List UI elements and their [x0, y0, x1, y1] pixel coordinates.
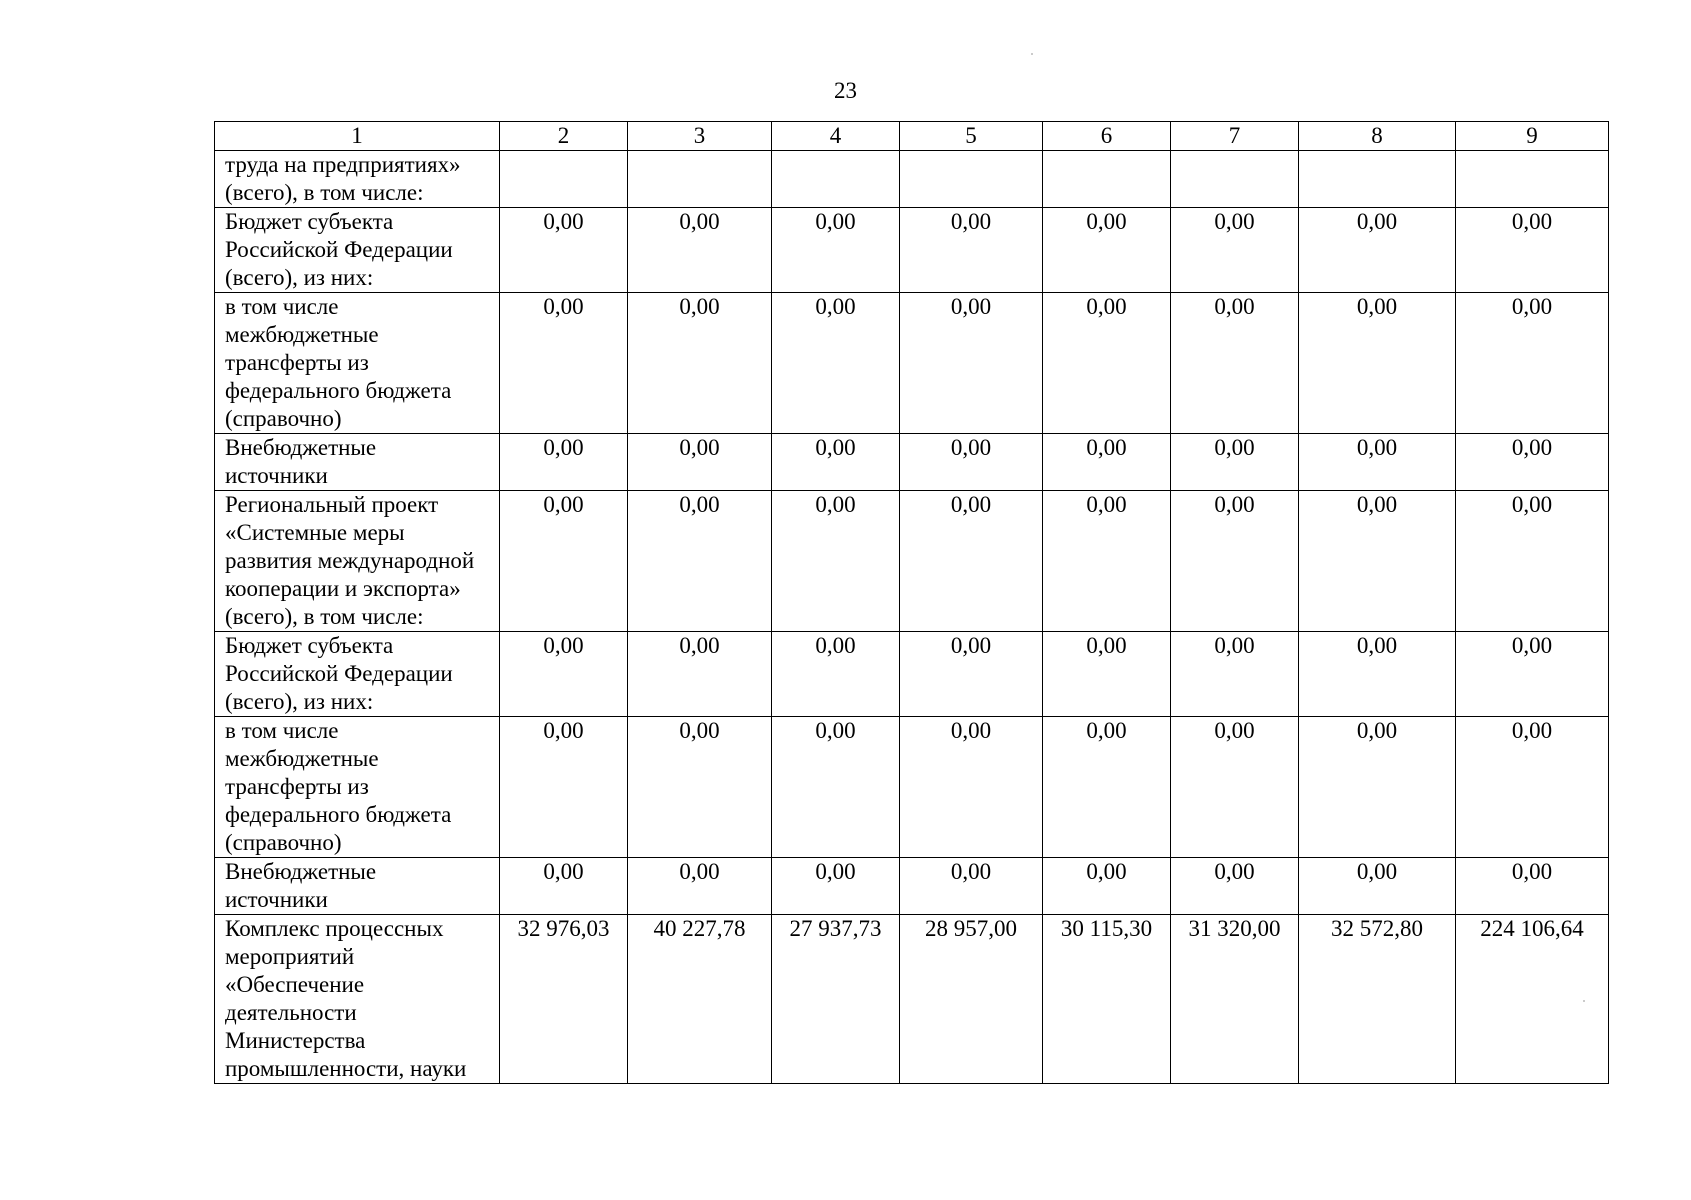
- row-label-line: труда на предприятиях»: [225, 152, 461, 177]
- row-label-line: Российской Федерации: [225, 661, 453, 686]
- row-label-line: Бюджет субъекта: [225, 633, 394, 658]
- value-cell: 28 957,00: [900, 915, 1043, 1084]
- column-header: 3: [628, 122, 772, 151]
- row-label-line: межбюджетные: [225, 322, 379, 347]
- value-cell: 0,00: [1299, 491, 1456, 632]
- column-header: 7: [1171, 122, 1299, 151]
- value-cell: 0,00: [1171, 293, 1299, 434]
- value-cell: 0,00: [1456, 491, 1609, 632]
- row-label-line: (справочно): [225, 406, 342, 431]
- row-label-line: Российской Федерации: [225, 237, 453, 262]
- column-number-row: [215, 122, 1609, 151]
- row-label-line: трансферты из: [225, 774, 369, 799]
- row-label: [215, 491, 500, 632]
- table-row: [215, 491, 1609, 632]
- row-label-line: в том числе: [225, 718, 339, 743]
- value-cell: 0,00: [772, 491, 900, 632]
- column-header: 1: [215, 122, 500, 151]
- table-row: [215, 293, 1609, 434]
- value-cell: 0,00: [1299, 208, 1456, 293]
- table-row: [215, 208, 1609, 293]
- value-cell: 0,00: [900, 208, 1043, 293]
- row-label-line: Региональный проект: [225, 492, 439, 517]
- column-header: 4: [772, 122, 900, 151]
- value-cell: 0,00: [1043, 434, 1171, 491]
- value-cell: 0,00: [500, 491, 628, 632]
- value-cell: 0,00: [900, 858, 1043, 915]
- value-cell: 0,00: [1171, 208, 1299, 293]
- row-label-line: «Обеспечение: [225, 972, 365, 997]
- value-cell: [1171, 151, 1299, 208]
- value-cell: 0,00: [1299, 632, 1456, 717]
- row-label-line: (всего), из них:: [225, 689, 374, 714]
- column-header: 9: [1456, 122, 1609, 151]
- row-label-line: «Системные меры: [225, 520, 405, 545]
- value-cell: [1299, 151, 1456, 208]
- row-label-line: промышленности, науки: [225, 1056, 467, 1081]
- value-cell: 0,00: [500, 717, 628, 858]
- value-cell: 0,00: [628, 293, 772, 434]
- table-row: [215, 717, 1609, 858]
- value-cell: 0,00: [1171, 632, 1299, 717]
- value-cell: 0,00: [500, 208, 628, 293]
- row-label-line: трансферты из: [225, 350, 369, 375]
- row-label: [215, 717, 500, 858]
- value-cell: 40 227,78: [628, 915, 772, 1084]
- value-cell: 0,00: [772, 434, 900, 491]
- value-cell: 0,00: [1456, 293, 1609, 434]
- value-cell: 0,00: [772, 208, 900, 293]
- value-cell: 0,00: [1171, 858, 1299, 915]
- row-label-line: кооперации и экспорта»: [225, 576, 461, 601]
- value-cell: [900, 151, 1043, 208]
- value-cell: [1043, 151, 1171, 208]
- value-cell: 0,00: [1043, 208, 1171, 293]
- value-cell: 0,00: [1171, 717, 1299, 858]
- value-cell: 0,00: [1456, 208, 1609, 293]
- row-label-line: развития международной: [225, 548, 475, 573]
- row-label: [215, 151, 500, 208]
- row-label-line: деятельности: [225, 1000, 357, 1025]
- value-cell: 0,00: [772, 717, 900, 858]
- table-body: [215, 151, 1609, 1084]
- row-label-line: Комплекс процессных: [225, 916, 444, 941]
- row-label-line: мероприятий: [225, 944, 355, 969]
- value-cell: [500, 151, 628, 208]
- column-header: 6: [1043, 122, 1171, 151]
- value-cell: 27 937,73: [772, 915, 900, 1084]
- row-label-line: (всего), в том числе:: [225, 604, 424, 629]
- row-label-line: Внебюджетные: [225, 859, 377, 884]
- financing-table: [214, 121, 1609, 1084]
- value-cell: 30 115,30: [1043, 915, 1171, 1084]
- value-cell: 0,00: [900, 717, 1043, 858]
- value-cell: 0,00: [500, 293, 628, 434]
- value-cell: 0,00: [628, 491, 772, 632]
- table-row: [215, 151, 1609, 208]
- value-cell: 0,00: [628, 858, 772, 915]
- scan-speck: [1583, 1000, 1585, 1002]
- value-cell: 0,00: [900, 434, 1043, 491]
- value-cell: 0,00: [1043, 491, 1171, 632]
- value-cell: 0,00: [1299, 293, 1456, 434]
- row-label: [215, 915, 500, 1084]
- value-cell: 0,00: [1043, 717, 1171, 858]
- table-row: [215, 915, 1609, 1084]
- row-label-line: Бюджет субъекта: [225, 209, 394, 234]
- value-cell: [772, 151, 900, 208]
- table-row: [215, 858, 1609, 915]
- row-label-line: источники: [225, 887, 328, 912]
- value-cell: 0,00: [500, 434, 628, 491]
- row-label-line: (всего), в том числе:: [225, 180, 424, 205]
- value-cell: 0,00: [628, 208, 772, 293]
- value-cell: 0,00: [1456, 858, 1609, 915]
- value-cell: 0,00: [1299, 434, 1456, 491]
- row-label: [215, 293, 500, 434]
- row-label-line: Министерства: [225, 1028, 366, 1053]
- value-cell: 0,00: [772, 632, 900, 717]
- value-cell: 224 106,64: [1456, 915, 1609, 1084]
- value-cell: 32 976,03: [500, 915, 628, 1084]
- value-cell: 0,00: [1171, 434, 1299, 491]
- row-label-line: Внебюджетные: [225, 435, 377, 460]
- value-cell: 0,00: [1456, 717, 1609, 858]
- value-cell: [1456, 151, 1609, 208]
- row-label-line: (справочно): [225, 830, 342, 855]
- value-cell: 0,00: [500, 858, 628, 915]
- row-label: [215, 208, 500, 293]
- column-header: 5: [900, 122, 1043, 151]
- value-cell: 0,00: [1456, 434, 1609, 491]
- value-cell: 0,00: [1299, 858, 1456, 915]
- column-header: 2: [500, 122, 628, 151]
- value-cell: 0,00: [900, 491, 1043, 632]
- row-label: [215, 632, 500, 717]
- scan-speck: [1031, 53, 1033, 55]
- row-label-line: межбюджетные: [225, 746, 379, 771]
- value-cell: 0,00: [1043, 632, 1171, 717]
- page-number: 23: [834, 78, 857, 103]
- table-row: [215, 434, 1609, 491]
- row-label: [215, 858, 500, 915]
- value-cell: 0,00: [500, 632, 628, 717]
- row-label-line: федерального бюджета: [225, 378, 452, 403]
- value-cell: 0,00: [628, 717, 772, 858]
- row-label-line: в том числе: [225, 294, 339, 319]
- value-cell: 0,00: [900, 632, 1043, 717]
- value-cell: 0,00: [1456, 632, 1609, 717]
- value-cell: 0,00: [900, 293, 1043, 434]
- value-cell: 0,00: [1043, 858, 1171, 915]
- row-label-line: источники: [225, 463, 328, 488]
- value-cell: 0,00: [628, 434, 772, 491]
- column-header: 8: [1299, 122, 1456, 151]
- table-row: [215, 632, 1609, 717]
- value-cell: 0,00: [1171, 491, 1299, 632]
- row-label: [215, 434, 500, 491]
- value-cell: 0,00: [772, 293, 900, 434]
- value-cell: 0,00: [772, 858, 900, 915]
- row-label-line: (всего), из них:: [225, 265, 374, 290]
- value-cell: 0,00: [1043, 293, 1171, 434]
- value-cell: 0,00: [1299, 717, 1456, 858]
- value-cell: 31 320,00: [1171, 915, 1299, 1084]
- value-cell: 32 572,80: [1299, 915, 1456, 1084]
- value-cell: 0,00: [628, 632, 772, 717]
- value-cell: [628, 151, 772, 208]
- row-label-line: федерального бюджета: [225, 802, 452, 827]
